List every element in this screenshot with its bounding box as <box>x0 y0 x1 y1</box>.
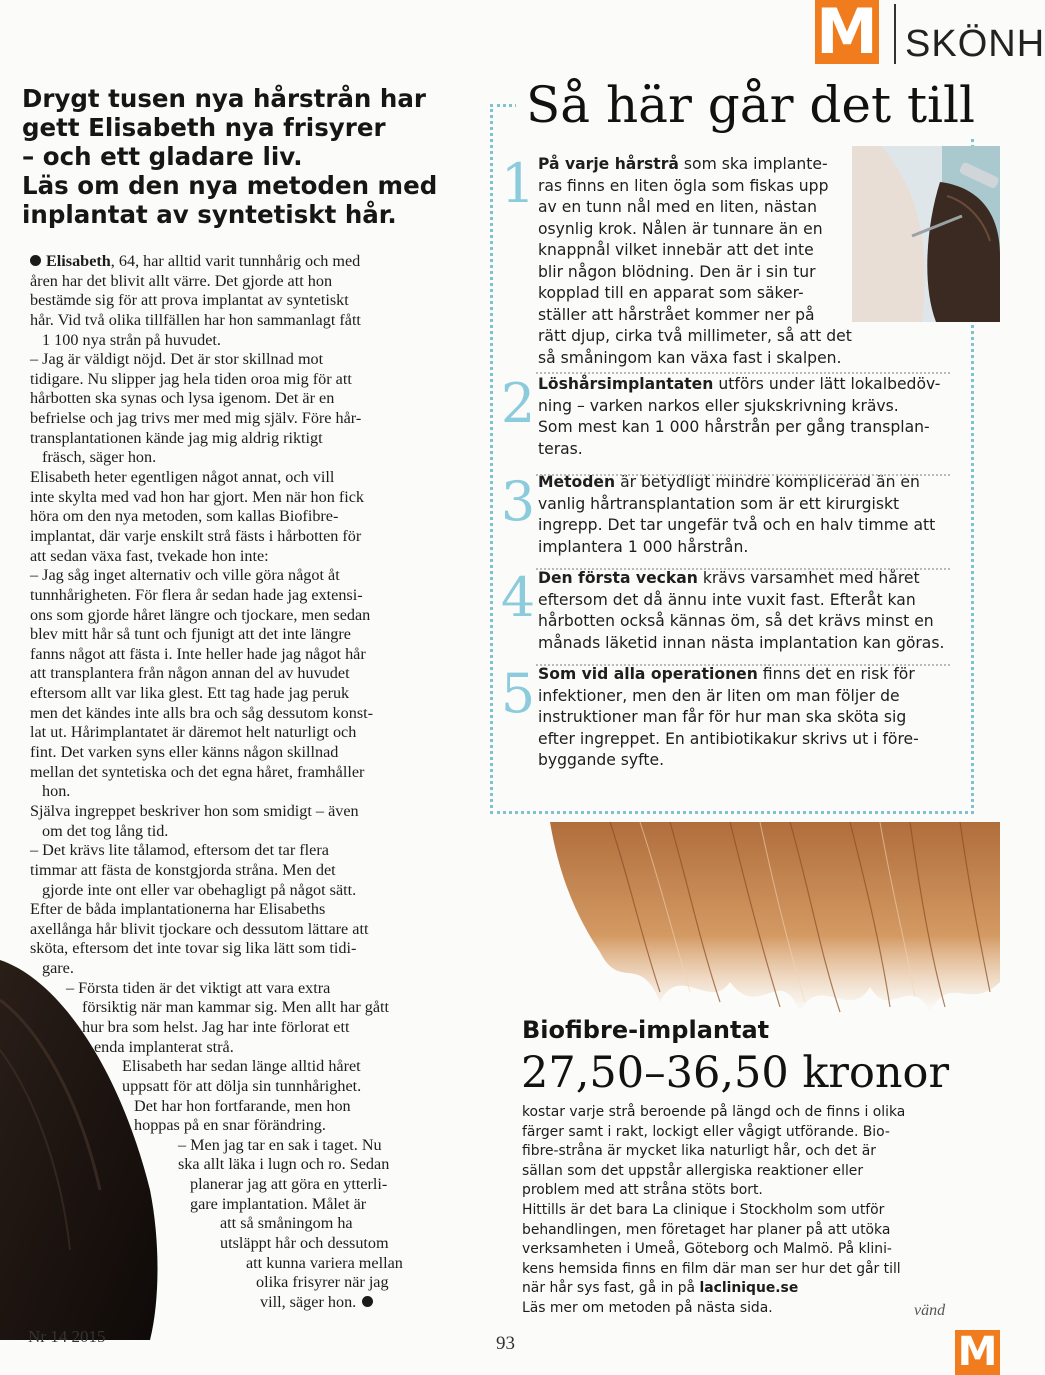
price-line: verksamheten i Umeå, Göteborg och Malmö. På klini- <box>522 1241 892 1258</box>
price-line: kostar varje strå beroende på längd och de finns i olika <box>522 1104 906 1120</box>
article-line: eftersom allt var lika glest. Ett tag hade jag peruk <box>30 684 350 703</box>
step-divider <box>536 664 950 666</box>
article-line: utsläppt hår och dessutom <box>220 1234 389 1253</box>
step-lead-rest: finns det en risk för <box>757 665 915 683</box>
article-line: hårbotten ska synas och lysa igenom. Det är en <box>30 389 335 408</box>
step-text <box>538 154 852 369</box>
step-number: 4 <box>500 566 536 629</box>
article-line: Efter de båda implantationerna har Elisabeths <box>30 900 326 919</box>
step-line: osynlig krok. Nålen är tunnare än en <box>538 219 823 238</box>
step-divider <box>536 474 950 476</box>
hair-photo <box>490 822 1000 1022</box>
article-line: inte skylta med vad hon har gjort. Men när hon fick <box>30 487 365 506</box>
step-lead-rest: krävs varsamhet med håret <box>697 569 920 587</box>
step-lead: Som vid alla operationen <box>538 665 758 683</box>
article-line: hur bra som helst. Jag har inte förlorat ett <box>82 1017 350 1036</box>
step-lead: Löshårsimplantaten <box>538 375 714 393</box>
turn-page-label: vänd <box>914 1302 946 1319</box>
price-description <box>522 1103 962 1319</box>
step-line: ställer att hårstrået kommer ner på <box>538 305 815 324</box>
article-line: implantat, där varje enskilt strå fästs i hårbotten för <box>30 526 362 545</box>
step-line: så småningom kan växa fast i skalpen. <box>538 348 842 367</box>
step-line: knappnål vilket innebär att det inte <box>538 241 814 259</box>
bullet-icon <box>30 255 41 266</box>
step-text <box>538 568 944 654</box>
step-lead-rest: är betydligt mindre komplicerad än en <box>615 473 920 491</box>
article-line: men det kändes inte alls bra och såg dessutom konst- <box>30 703 374 722</box>
section-name: SKÖNH <box>905 23 1045 65</box>
article-line: om det tog lång tid. <box>42 821 169 840</box>
step-line: infektioner, men den är liten om man följer de <box>538 686 900 705</box>
link-prefix: när hår sys fast, gå in på <box>522 1280 700 1297</box>
step-line <box>538 154 852 176</box>
article-headline <box>22 84 452 229</box>
article-line: lat ut. Hårimplantatet är däremot helt naturligt och <box>30 723 357 742</box>
step-line <box>538 568 944 590</box>
price-line: fibre-stråna är mycket lika naturligt hår, och det är <box>522 1143 876 1160</box>
step-lead: Den första veckan <box>538 569 698 587</box>
step-lead-rest: utförs under lätt lokalbedöv- <box>713 375 941 393</box>
header-divider <box>894 4 896 64</box>
price-line: färger samt i rakt, lockigt eller vågigt utförande. Bio- <box>522 1123 890 1140</box>
article-line: befrielse och jag trivs mer med mig själv. Före hår- <box>30 409 362 428</box>
article-line: tunnhårigheten. För flera år sedan hade jag extensi- <box>30 585 363 604</box>
article-line: att transplantera från någon annan del av huvudet <box>30 664 350 683</box>
headline-line: inplantat av syntetiskt hår. <box>22 200 397 229</box>
price-label: Biofibre-implantat <box>522 1016 770 1044</box>
price-line <box>522 1279 962 1299</box>
price-line: behandlingen, men företaget har planer på att utöka <box>522 1221 891 1238</box>
article-line: planerar jag att göra en ytterli- <box>190 1175 388 1194</box>
article-line: – Jag är väldigt nöjd. Det är stor skillnad mot <box>30 350 324 369</box>
step-number: 5 <box>500 662 536 725</box>
article-line: att så småningom ha <box>220 1214 353 1233</box>
step-line: blir någon blödning. Den är i sin tur <box>538 262 816 281</box>
article-line: Elisabeth har sedan länge alltid håret <box>122 1057 361 1076</box>
article-line: tidigare. Nu slipper jag hela tiden oroa mig för att <box>30 369 352 388</box>
step-line: eftersom det då ännu inte vuxit fast. Efteråt kan <box>538 590 916 609</box>
headline-line: Läs om den nya metoden med <box>22 171 438 200</box>
article-line: Det har hon fortfarande, men hon <box>134 1096 351 1115</box>
step-line: rätt djup, cirka två millimeter, så att det <box>538 327 852 345</box>
step-line: instruktioner man får för hur man ska sköta sig <box>538 708 907 726</box>
step-lead: På varje hårstrå <box>538 155 679 173</box>
article-line: ska allt läka i lugn och ro. Sedan <box>178 1155 390 1174</box>
article-line: att kunna variera mellan <box>246 1253 403 1272</box>
issue-number: Nr 14 2015 <box>28 1327 106 1346</box>
step-line: kopplad till en apparat som säker- <box>538 284 804 302</box>
step-line: efter ingreppet. En antibiotikakur skrivs ut i före- <box>538 729 919 748</box>
article-line: 1 100 nya strån på huvudet. <box>42 330 221 349</box>
article-line: – Det krävs lite tålamod, eftersom det tar flera <box>30 841 329 860</box>
headline-line: gett Elisabeth nya frisyrer <box>22 113 386 142</box>
article-line: blev mitt hår så tunt och fjunigt att det inte längre <box>30 625 351 644</box>
step-number: 3 <box>500 470 536 533</box>
article-line: att sedan växa fast, tvekade hon inte: <box>30 546 269 565</box>
step-line: månads läketid innan nästa implantation kan göras. <box>538 633 945 652</box>
article-line: timmar att fästa de konstgjorda stråna. Men det <box>30 860 336 879</box>
step-line: ras finns en liten ögla som fiskas upp <box>538 176 829 195</box>
step-number: 2 <box>500 372 536 435</box>
article-line: enda implanterat strå. <box>94 1037 234 1056</box>
step-divider <box>536 372 950 374</box>
article-line: ons som gjorde håret längre och tjockare, men sedan <box>30 605 371 624</box>
headline-line: Drygt tusen nya hårstrån har <box>22 84 426 113</box>
article-line: vill, säger hon. <box>30 1293 445 1313</box>
step-line: vanlig hårtransplantation som är ett kirurgiskt <box>538 494 900 513</box>
article-line: bestämde sig för att prova implantat av syntetiskt <box>30 291 349 310</box>
step-divider <box>536 568 950 570</box>
article-line: fräsch, säger hon. <box>42 448 157 467</box>
article-line: åren har det blivit allt värre. Det gjorde att hon <box>30 271 333 290</box>
price-value: 27,50–36,50 kronor <box>521 1048 950 1098</box>
step-number: 1 <box>500 152 536 215</box>
article-line: axellånga hår blivit tjockare och dessutom lättare att <box>30 919 369 938</box>
article-line: olika frisyrer när jag <box>256 1273 389 1292</box>
clinic-link[interactable]: laclinique.se <box>699 1280 799 1297</box>
step-line: teras. <box>538 439 583 458</box>
step-line: hårbotten också kännas öm, så det krävs minst en <box>538 612 934 630</box>
article-line: transplantationen kände jag mig aldrig riktigt <box>30 428 323 447</box>
article-line: – Jag såg inget alternativ och ville göra något åt <box>30 566 340 585</box>
lead-name: Elisabeth <box>46 252 111 270</box>
price-line: problem med att stråna stöts bort. <box>522 1182 763 1199</box>
step-lead: Metoden <box>538 473 616 491</box>
article-line: höra om den nya metoden, som kallas Biofibre- <box>30 507 339 526</box>
headline-line: – och ett gladare liv. <box>22 142 303 171</box>
footer-brand-logo: M <box>955 1330 1000 1375</box>
article-line: Elisabeth heter egentligen något annat, och vill <box>30 468 335 487</box>
article-line <box>30 252 445 272</box>
box-title: Så här går det till <box>516 74 976 136</box>
article-body <box>30 252 445 1313</box>
step-line: av en tunn nål med en liten, nästan <box>538 198 817 216</box>
step-text <box>538 374 940 460</box>
article-line: fanns något att fästa i. Inte heller hade jag något hår <box>30 644 366 663</box>
price-line: sällan som det uppstår allergiska reaktioner eller <box>522 1162 864 1179</box>
article-line: Själva ingreppet beskriver hon som smidigt – även <box>30 801 359 820</box>
article-line: gjorde inte ont eller var obehagligt på något sätt. <box>42 880 357 899</box>
article-line: hon. <box>42 782 71 801</box>
article-text: , 64, har alltid varit tunnhårig och med <box>110 252 361 270</box>
end-mark-icon <box>362 1296 373 1307</box>
article-line: – Första tiden är det viktigt att vara extra <box>66 978 331 997</box>
brand-logo: M <box>816 0 878 68</box>
article-line: hår. Vid två olika tillfällen har hon sammanlagt fått <box>30 310 361 329</box>
article-line: gare. <box>42 959 74 978</box>
price-line: Läs mer om metoden på nästa sida. <box>522 1299 773 1316</box>
article-line: mellan det syntetiska och det egna håret, framhåller <box>30 762 365 781</box>
step-line <box>538 664 919 686</box>
step-line: ingrepp. Det tar ungefär två och en halv timme att <box>538 516 936 534</box>
page-number: 93 <box>496 1333 515 1354</box>
step-text <box>538 664 919 772</box>
article-line: fint. Det varken syns eller känns någon skillnad <box>30 743 339 762</box>
step-text <box>538 472 935 558</box>
article-line: – Men jag tar en sak i taget. Nu <box>178 1135 382 1154</box>
article-line: försiktig när man kammar sig. Men allt har gått <box>82 998 390 1017</box>
step-line: implantera 1 000 hårstrån. <box>538 537 749 556</box>
article-line: hoppas på en snar förändring. <box>134 1116 326 1135</box>
price-line: Hittills är det bara La clinique i Stockholm som utför <box>522 1201 885 1218</box>
price-line: kens hemsida finns en film där man ser hur det går till <box>522 1260 901 1277</box>
article-line: sköta, eftersom det inte tovar sig lika lätt som tidi- <box>30 939 357 958</box>
step-line: ning – varken narkos eller sjukskrivning krävs. <box>538 396 899 415</box>
article-line: uppsatt för att dölja sin tunnhårighet. <box>122 1076 362 1095</box>
step-lead-rest: som ska implante- <box>678 155 828 173</box>
step-line: Som mest kan 1 000 hårstrån per gång transplan- <box>538 418 930 436</box>
article-line: gare implantation. Målet är <box>190 1194 367 1213</box>
procedure-photo <box>852 146 1000 322</box>
step-line <box>538 374 940 396</box>
step-line: byggande syfte. <box>538 751 665 769</box>
